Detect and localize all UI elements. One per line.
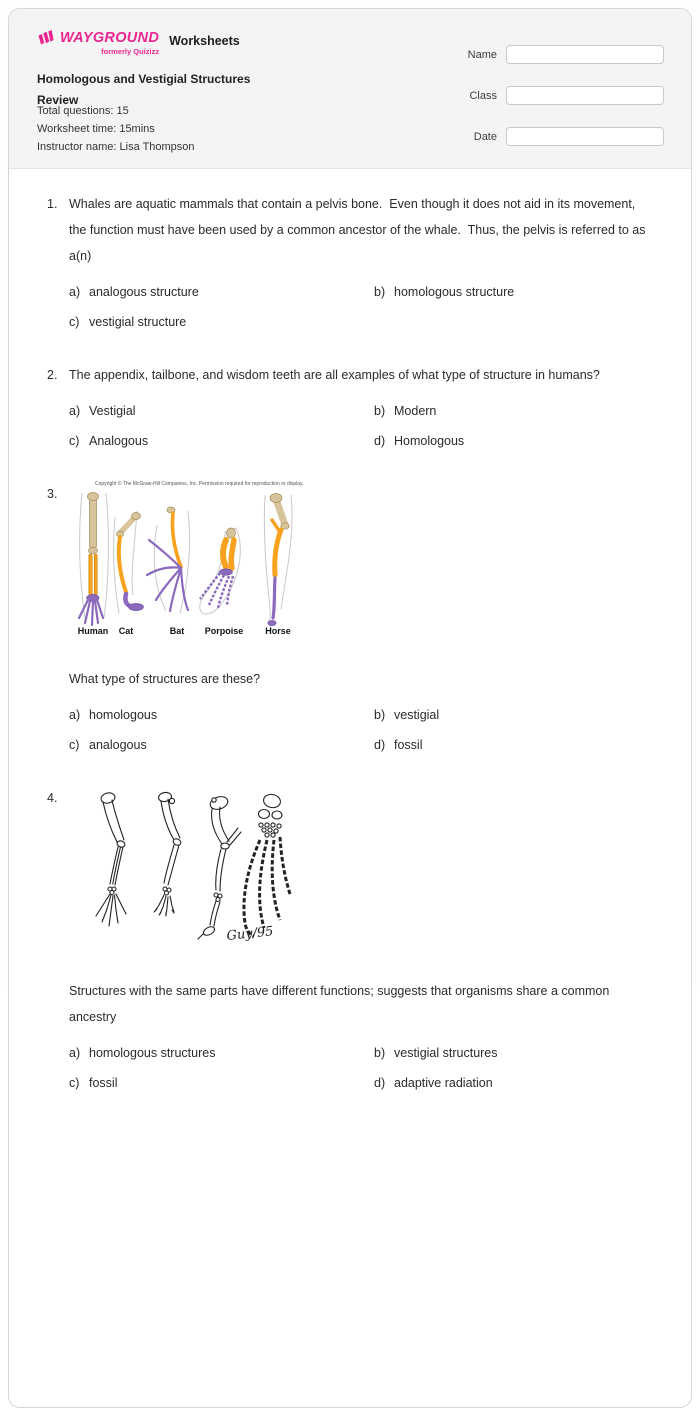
- question-1: [47, 191, 661, 330]
- option-a: a) homologous: [69, 708, 158, 722]
- skeletal-limbs-sketch: [79, 787, 304, 955]
- option-label: homologous: [89, 708, 158, 722]
- forelimb-comparison-figure: [69, 481, 661, 642]
- option-a: a) analogous structure: [69, 285, 199, 299]
- option-label: Analogous: [89, 434, 149, 448]
- option-d: d) fossil: [374, 738, 423, 752]
- option-label: vestigial: [394, 708, 440, 722]
- name-input[interactable]: [506, 45, 664, 64]
- option-label: homologous structures: [89, 1046, 216, 1060]
- figure-label-bat: Bat: [169, 626, 185, 636]
- option-a: a) homologous structures: [69, 1046, 216, 1060]
- option-label: vestigial structures: [394, 1046, 498, 1060]
- worksheet-title: Homologous and Vestigial Structures Review: [37, 72, 251, 107]
- class-label: Class: [469, 89, 497, 102]
- sketch-signature: Guy/95: [225, 924, 275, 944]
- name-field-row: [468, 45, 664, 64]
- worksheet-time: Worksheet time: 15mins: [37, 123, 155, 135]
- cat-forelimb: [114, 511, 144, 613]
- question-text: The appendix, tailbone, and wisdom teeth are all examples of what type of structure in humans?: [69, 368, 600, 382]
- horse-foreleg: [264, 494, 292, 631]
- wayground-logo-icon: [37, 30, 56, 52]
- date-input[interactable]: [506, 127, 664, 146]
- figure-label-horse: Horse: [265, 626, 291, 636]
- instructor-name: Instructor name: Lisa Thompson: [37, 141, 195, 153]
- sketch-leg-with-paw: [154, 791, 182, 916]
- figure-label-human: Human: [77, 626, 109, 636]
- option-b: b) vestigial: [374, 708, 440, 722]
- sketch-leg-with-hoof: [198, 795, 241, 939]
- class-field-row: [469, 86, 664, 105]
- question-number: 4.: [47, 791, 58, 805]
- bat-wing: [147, 507, 190, 613]
- question-4: [47, 785, 661, 1091]
- question-number: 1.: [47, 197, 58, 211]
- option-d: d) adaptive radiation: [374, 1076, 493, 1090]
- sketch-arm-with-hand: [96, 791, 126, 926]
- option-label: fossil: [394, 738, 423, 752]
- option-d: d) Homologous: [374, 434, 465, 448]
- brand-tagline: formerly Quizizz: [101, 47, 160, 56]
- option-label: Modern: [394, 404, 437, 418]
- option-c: c) vestigial structure: [69, 315, 187, 329]
- option-label: fossil: [89, 1076, 118, 1090]
- question-text: Whales are aquatic mammals that contain a pelvis bone. Even though it does not aid in its movement, the function must have been used by a common ancestor of the whale. Thus, the pelvis is referred to as a(n): [69, 197, 649, 263]
- option-label: Vestigial: [89, 404, 136, 418]
- option-label: analogous structure: [89, 285, 199, 299]
- option-label: Homologous: [394, 434, 465, 448]
- option-a: a) Vestigial: [69, 404, 136, 418]
- date-label: Date: [473, 130, 497, 143]
- option-c: c) analogous: [69, 738, 147, 752]
- question-2: [47, 362, 661, 449]
- option-b: b) vestigial structures: [374, 1046, 498, 1060]
- class-input[interactable]: [506, 86, 664, 105]
- date-field-row: [474, 127, 664, 146]
- questions-area: [9, 169, 691, 1091]
- forelimb-bones-illustration: [69, 487, 301, 637]
- human-forelimb: [79, 493, 108, 626]
- total-questions: Total questions: 15: [37, 105, 129, 117]
- question-number: 3.: [47, 487, 58, 501]
- brand-logo: [37, 30, 240, 56]
- name-label: Name: [467, 48, 497, 61]
- figure-copyright: Copyright © The McGraw-Hill Companies, Inc. Permission required for reproduction or display.: [95, 481, 304, 487]
- option-label: analogous: [89, 738, 147, 752]
- porpoise-flipper: [200, 528, 241, 614]
- option-b: b) Modern: [374, 404, 437, 418]
- figure-label-porpoise: Porpoise: [204, 626, 244, 636]
- worksheet-container: [8, 8, 692, 1408]
- options: [69, 1046, 661, 1091]
- option-label: vestigial structure: [89, 315, 187, 329]
- product-label: Worksheets: [169, 34, 240, 48]
- question-number: 2.: [47, 368, 58, 382]
- options: [69, 708, 661, 753]
- figure-label-cat: Cat: [118, 626, 134, 636]
- question-3: [47, 481, 661, 753]
- options: [69, 404, 661, 449]
- option-label: homologous structure: [394, 285, 515, 299]
- question-text: What type of structures are these?: [69, 672, 261, 686]
- option-b: b) homologous structure: [374, 285, 515, 299]
- options: [69, 285, 661, 330]
- sketch-flipper: [244, 793, 290, 936]
- skeletal-limbs-figure: [79, 787, 661, 960]
- brand-name: WAYGROUND: [60, 30, 160, 46]
- question-text: Structures with the same parts have different functions; suggests that organisms share a common ancestry: [69, 984, 613, 1024]
- option-c: c) fossil: [69, 1076, 118, 1090]
- option-c: c) Analogous: [69, 434, 149, 448]
- brand-name-block: [60, 30, 159, 56]
- option-label: adaptive radiation: [394, 1076, 493, 1090]
- worksheet-header: [9, 9, 691, 169]
